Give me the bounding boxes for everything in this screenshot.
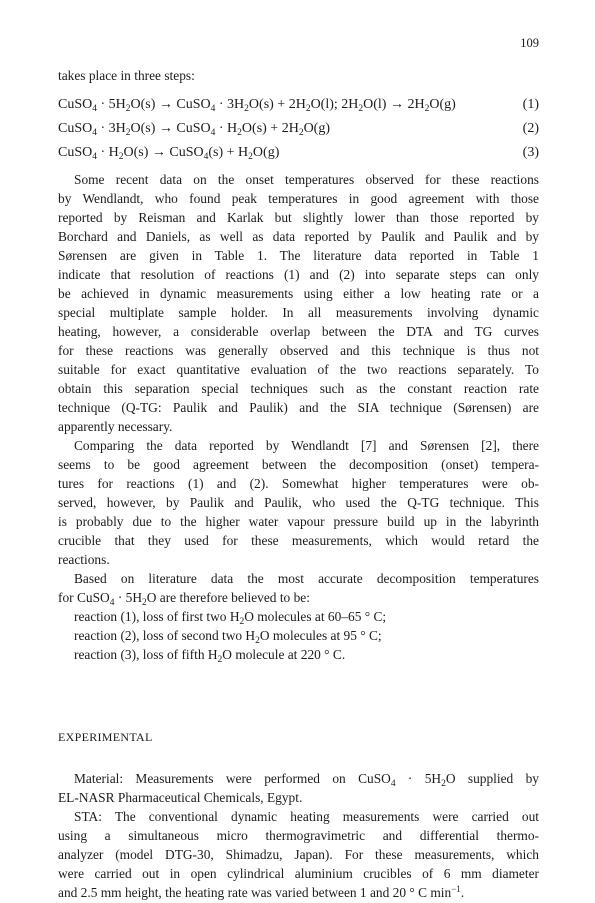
text-line: analyzer (model DTG-30, Shimadzu, Japan). For these measurements, which (58, 847, 539, 862)
text-line: for CuSO$_4$ · $5H_2O$ are therefore believed to be: (58, 590, 310, 608)
text-line: crucible that they used for these measurements, which would retard the (58, 533, 539, 548)
text-line: obtain this separation special techniques such as the constant reaction rate (58, 381, 539, 396)
equation-2 (58, 117, 539, 141)
equation-1 (58, 93, 539, 117)
list-item: reaction (3), loss of fifth $H_2O$ molecule at 220 ° C. (74, 647, 346, 665)
page-number: 109 (520, 36, 539, 50)
text-line: indicate that resolution of reactions (1) and (2) into separate steps can only (58, 267, 539, 282)
text-line: heating, however, a considerable overlap between the DTA and TG curves (58, 324, 539, 339)
paragraph-decomposition-temperatures (58, 569, 539, 664)
text-line: reported by Reisman and Karlak but slightly lower than those reported by (58, 210, 539, 225)
equation-3-expression: CuSO$_4$ · $H_2O(s)$ → CuSO$_4$(s) + $H_2O(g)$ (58, 145, 280, 162)
intro-line: takes place in three steps: (58, 68, 195, 83)
text-line: technique (Q-TG: Paulik and Paulik) and the SIA technique (Sørensen) are (58, 400, 539, 415)
text-line: suitable for exact quantitative evaluation of the two reactions separately. To (58, 362, 539, 377)
text-line: Material: Measurements were performed on CuSO$_4$ · $5H_2O$ supplied by (74, 771, 539, 789)
text-line: reactions. (58, 552, 110, 567)
text-column (58, 66, 539, 902)
text-line: Some recent data on the onset temperatures observed for these reactions (74, 172, 539, 187)
paragraph-comparison (58, 436, 539, 569)
text-line: Based on literature data the most accurate decomposition temperatures (74, 571, 539, 586)
equation-3-number: (3) (522, 145, 539, 160)
text-line: special multiplate sample holder. In all measurements involving dynamic (58, 305, 539, 320)
text-line: using a simultaneous micro thermogravimetric and differential thermo- (58, 828, 539, 843)
text-line: Borchard and Daniels, as well as data reported by Paulik and Paulik and by (58, 229, 539, 244)
text-line: were carried out in open cylindrical aluminium crucibles of 6 mm diameter (58, 866, 539, 881)
section-heading: EXPERIMENTAL (58, 730, 153, 744)
paragraph-sta (58, 807, 539, 902)
text-line: tures for reactions (1) and (2). Somewhat higher temperatures were ob- (58, 476, 539, 491)
equation-1-number: (1) (522, 97, 539, 112)
text-line: Sørensen are given in Table 1. The literature data reported in Table 1 (58, 248, 539, 263)
list-item: reaction (2), loss of second two $H_2O$ molecules at 95 ° C; (74, 628, 382, 646)
text-line: EL-NASR Pharmaceutical Chemicals, Egypt. (58, 790, 303, 805)
text-line: Comparing the data reported by Wendlandt [7] and Sørensen [2], there (74, 438, 539, 453)
equation-3 (58, 141, 539, 165)
equation-2-expression: CuSO$_4$ · $3H_2O(s)$ → CuSO$_4$ · $H_2O(s) + 2H_2O(g)$ (58, 121, 330, 138)
list-item: reaction (1), loss of first two $H_2O$ molecules at 60–65 ° C; (74, 609, 387, 627)
text-line: by Wendlandt, who found peak temperatures in good agreement with those (58, 191, 539, 206)
equation-2-number: (2) (522, 121, 539, 136)
text-line: is probably due to the higher water vapour pressure build up in the labyrinth (58, 514, 539, 529)
paragraph-onset-data (58, 170, 539, 436)
text-line: for these reactions was generally observed and this technique is thus not (58, 343, 539, 358)
text-line: seems to be good agreement between the decomposition (onset) tempera- (58, 457, 539, 472)
text-line: STA: The conventional dynamic heating measurements were carried out (74, 809, 539, 824)
text-line: and 2.5 mm height, the heating rate was varied between 1 and 20 ° C $\min^{-1}$. (58, 884, 465, 900)
equation-1-expression: CuSO$_4$ · $5H_2O(s)$ → CuSO$_4$ · $3H_2O(s) + 2H_2O(l)$; $2H_2O(l) \to 2H_2O(g)$ (58, 97, 456, 114)
text-line: be achieved in dynamic measurements using either a low heating rate or a (58, 286, 539, 301)
text-line: served, however, by Paulik and Paulik, who used the Q-TG technique. This (58, 495, 539, 510)
paragraph-material (58, 769, 539, 807)
text-line: apparently necessary. (58, 419, 173, 434)
